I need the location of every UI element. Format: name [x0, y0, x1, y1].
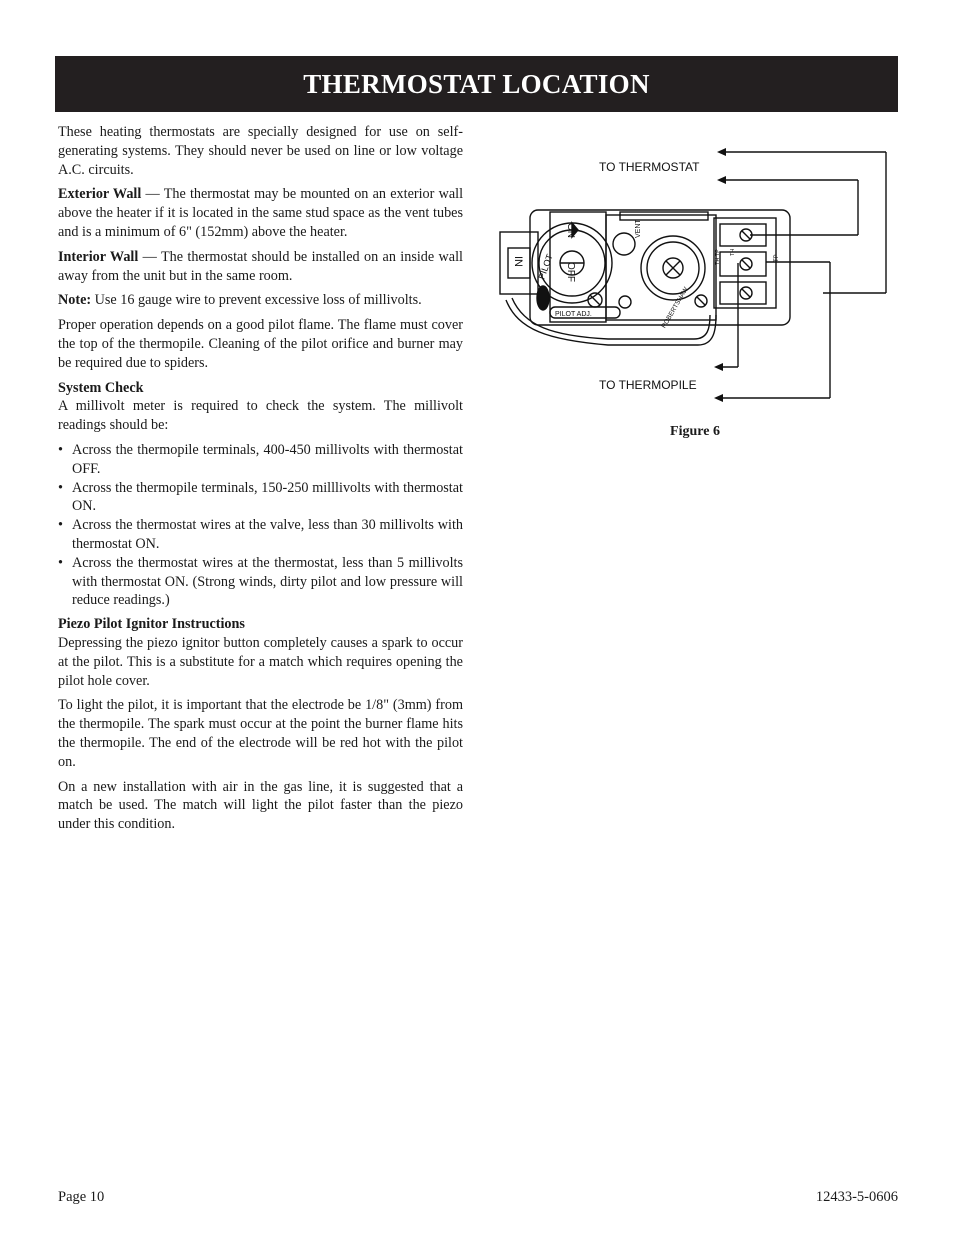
list-item-text: Across the thermostat wires at the valve, less than 30 millivolts with thermostat ON. [72, 517, 463, 552]
pilot-adj-label: PILOT ADJ. [555, 311, 592, 318]
page-title: THERMOSTAT LOCATION [303, 68, 650, 99]
valve-boss [613, 233, 635, 255]
system-check-text: A millivolt meter is required to check the system. The millivolt readings should be: [58, 398, 463, 434]
pilot-flame-paragraph: Proper operation depends on a good pilot flame. The flame must cover the top of the thermopile. Cleaning of the pilot orifice and burner may be required due to spiders. [58, 317, 463, 371]
exterior-wall-label: Exterior Wall [58, 186, 142, 203]
th-label: TH [730, 248, 736, 256]
interior-wall-paragraph [58, 248, 463, 286]
body-column [58, 123, 463, 840]
to-thermopile-label: TO THERMOPILE [599, 378, 697, 392]
millivolt-list [58, 441, 463, 610]
interior-wall-label: Interior Wall [58, 248, 139, 265]
inlet-label: IN [512, 256, 524, 267]
bullet-icon: • [58, 517, 63, 534]
exterior-wall-paragraph [58, 185, 463, 241]
title-bar [55, 56, 898, 112]
exterior-wall-text: — The thermostat may be mounted on an exterior wall above the heater if it is located in the same stud space as the vent tubes and is a minimum of 6" (152mm) above the heater. [58, 186, 464, 240]
pilot-orifice [537, 286, 549, 310]
note-paragraph [58, 291, 463, 310]
gas-valve-diagram [488, 140, 898, 410]
bullet-icon: • [58, 479, 63, 496]
tp-label: TP [774, 254, 780, 262]
bullet-icon: • [58, 554, 63, 571]
list-item-text: Across the thermopile terminals, 400-450 millivolts with thermostat OFF. [72, 441, 463, 477]
list-item-text: Across the thermostat wires at the thermostat, less than 5 millivolts with thermostat ON. (Strong winds, dirty pilot and low pressure will reduce readings.) [72, 554, 463, 609]
gas-valve-figure [488, 140, 898, 410]
interior-wall-text: — The thermostat should be installed on an inside wall away from the unit but in the same room. [58, 248, 463, 284]
system-check-heading: System Check [58, 379, 144, 396]
list-item [58, 441, 463, 479]
to-thermostat-label: TO THERMOSTAT [599, 160, 700, 174]
figure-caption: Figure 6 [670, 424, 720, 439]
document-number: 12433-5-0606 [815, 1189, 898, 1205]
list-item-text: Across the thermopile terminals, 150-250 milllivolts with thermostat ON. [72, 479, 463, 515]
list-item [58, 479, 463, 517]
note-text: Use 16 gauge wire to prevent excessive loss of millivolts. [91, 292, 422, 309]
light-pilot-paragraph: To light the pilot, it is important that the electrode be 1/8" (3mm) from the thermopile. The spark must occur at the point the burner flame hits the thermopile. The end of the electrode will be red hot with the pilot on. [58, 697, 463, 770]
new-installation-paragraph: On a new installation with air in the gas line, it is suggested that a match be used. The match will light the pilot faster than the piezo under this condition. [58, 778, 463, 833]
intro-paragraph: These heating thermostats are specially designed for use on self-generating systems. They should never be used on line or low voltage A.C. circuits. [58, 124, 463, 178]
piezo-heading: Piezo Pilot Ignitor Instructions [58, 616, 245, 633]
note-label: Note: [58, 292, 92, 309]
knob-on-label: ON [565, 223, 576, 238]
screw-icon [619, 296, 631, 308]
vent-label: VENT [635, 219, 642, 238]
page-number: Page 10 [58, 1189, 105, 1205]
list-item [58, 516, 463, 554]
knob-off-label: OFF [565, 262, 576, 282]
list-item [58, 554, 463, 610]
th-tp-label: TH TP [715, 249, 721, 265]
bullet-icon: • [58, 441, 63, 458]
brand-label: ROBERTSHAW [660, 286, 690, 330]
knob-pilot-label: PILOT [536, 252, 555, 281]
piezo-text: Depressing the piezo ignitor button completely causes a spark to occur at the pilot. This is a substitute for a match which requires opening the pilot hole cover. [58, 634, 463, 689]
